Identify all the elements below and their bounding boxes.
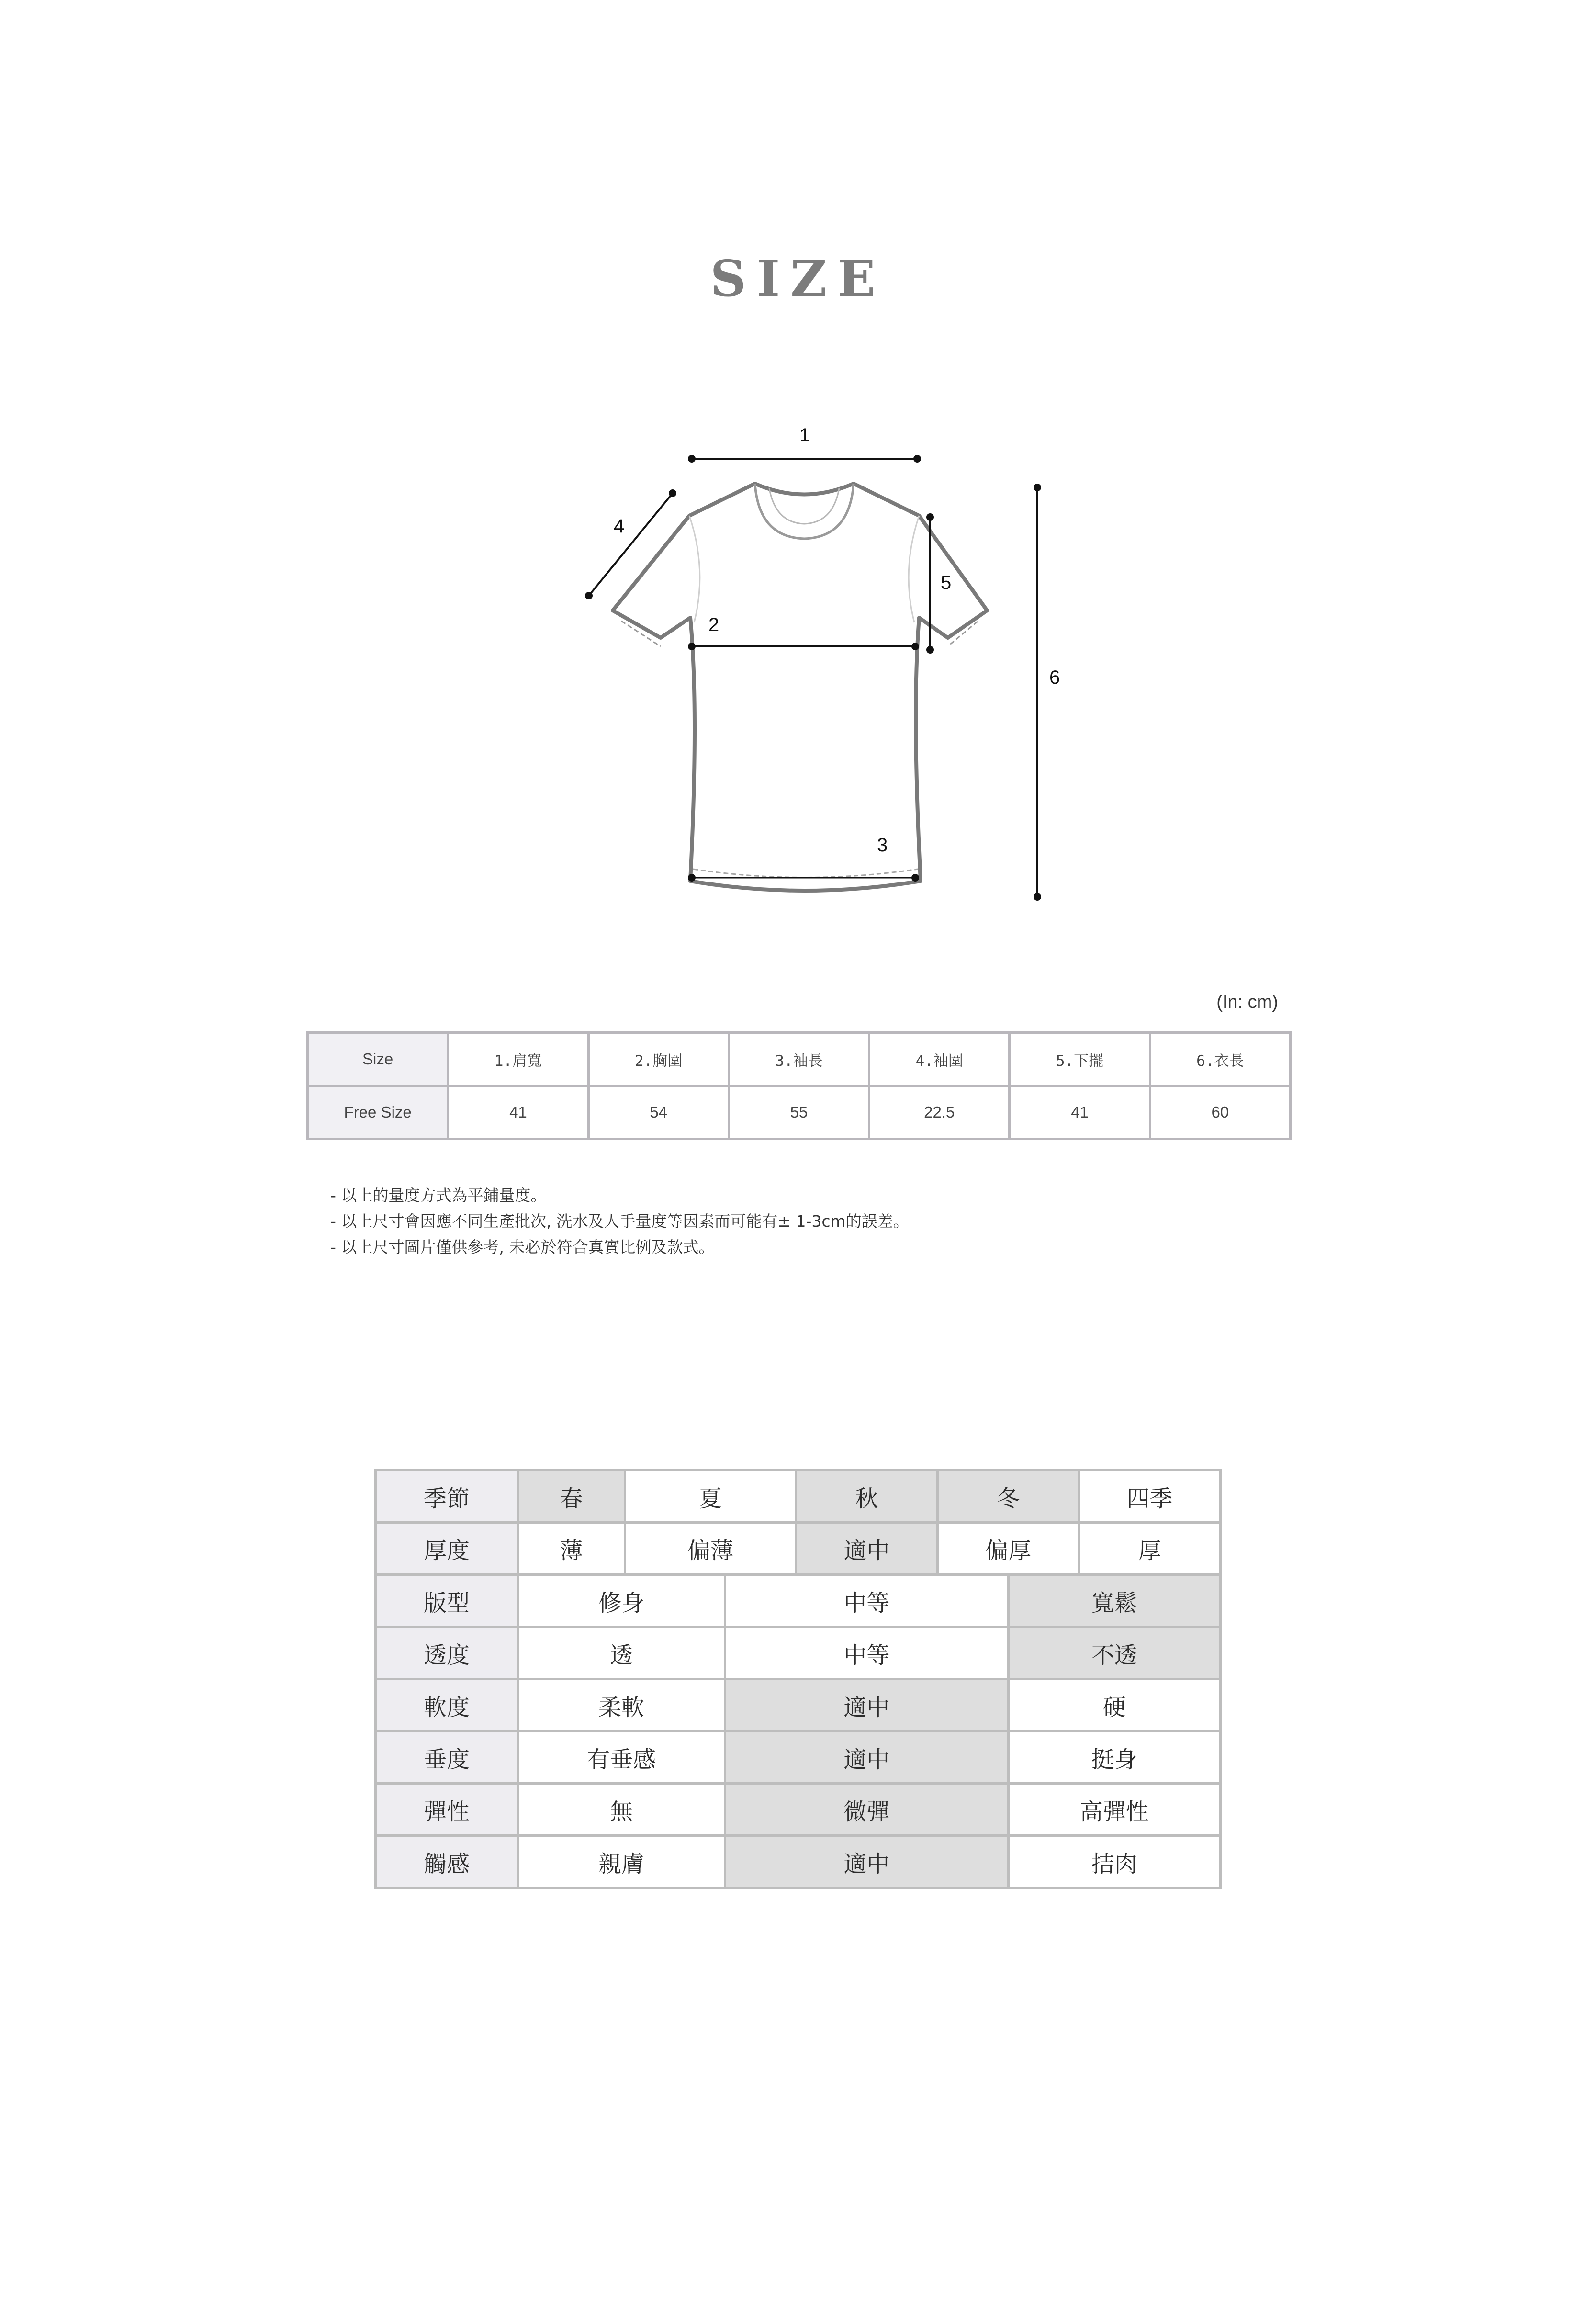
touch-itchy: 拮肉 <box>1008 1836 1221 1888</box>
fit-loose: 寬鬆 <box>1008 1575 1221 1627</box>
softness-medium: 適中 <box>725 1679 1008 1731</box>
elasticity-row <box>376 1784 1221 1836</box>
fit-regular: 中等 <box>725 1575 1008 1627</box>
fit-row <box>376 1575 1221 1627</box>
thickness-thick: 厚 <box>1079 1523 1221 1575</box>
size-table <box>306 1031 1292 1140</box>
chest-value: 54 <box>588 1086 729 1139</box>
touch-row <box>376 1836 1221 1888</box>
sleeve-length-header: 3.袖長 <box>729 1033 869 1086</box>
size-table-row <box>308 1086 1291 1139</box>
touch-label: 觸感 <box>376 1836 518 1888</box>
transparency-sheer: 透 <box>518 1627 725 1679</box>
transparency-medium: 中等 <box>725 1627 1008 1679</box>
tshirt-measurement-diagram <box>555 412 1120 919</box>
thickness-slightly-thin: 偏薄 <box>625 1523 796 1575</box>
drape-medium: 適中 <box>725 1731 1008 1784</box>
drape-row <box>376 1731 1221 1784</box>
tshirt-diagram-svg <box>555 412 1120 919</box>
fit-slim: 修身 <box>518 1575 725 1627</box>
length-value: 60 <box>1150 1086 1290 1139</box>
season-all: 四季 <box>1079 1470 1221 1523</box>
thickness-label: 厚度 <box>376 1523 518 1575</box>
page-title: SIZE <box>710 249 886 308</box>
label-2: 2 <box>708 614 719 635</box>
label-6: 6 <box>1049 667 1060 688</box>
season-summer: 夏 <box>625 1470 796 1523</box>
size-name-cell: Free Size <box>308 1086 448 1139</box>
season-row <box>376 1470 1221 1523</box>
thickness-slightly-thick: 偏厚 <box>937 1523 1079 1575</box>
unit-label: (In: cm) <box>1216 992 1278 1012</box>
note-line: - 以上的量度方式為平鋪量度。 <box>330 1186 547 1205</box>
transparency-row <box>376 1627 1221 1679</box>
sleeve-opening-value: 22.5 <box>869 1086 1010 1139</box>
size-table-header-row <box>308 1033 1291 1086</box>
transparency-opaque: 不透 <box>1008 1627 1221 1679</box>
label-5: 5 <box>941 572 952 593</box>
note-line: - 以上尺寸會因應不同生產批次, 洗水及人手量度等因素而可能有± 1-3cm的誤差。 <box>330 1212 909 1231</box>
softness-label: 軟度 <box>376 1679 518 1731</box>
softness-hard: 硬 <box>1008 1679 1221 1731</box>
length-header: 6.衣長 <box>1150 1033 1290 1086</box>
season-autumn: 秋 <box>796 1470 938 1523</box>
season-winter: 冬 <box>937 1470 1079 1523</box>
drape-stiff: 挺身 <box>1008 1731 1221 1784</box>
chest-header: 2.胸圍 <box>588 1033 729 1086</box>
size-header: Size <box>308 1033 448 1086</box>
season-label: 季節 <box>376 1470 518 1523</box>
elasticity-high: 高彈性 <box>1008 1784 1221 1836</box>
softness-soft: 柔軟 <box>518 1679 725 1731</box>
shoulder-header: 1.肩寬 <box>448 1033 588 1086</box>
label-1: 1 <box>799 425 810 446</box>
softness-row <box>376 1679 1221 1731</box>
sleeve-length-value: 55 <box>729 1086 869 1139</box>
thickness-thin: 薄 <box>518 1523 625 1575</box>
elasticity-slight: 微彈 <box>725 1784 1008 1836</box>
measurement-notes <box>330 1183 909 1260</box>
transparency-label: 透度 <box>376 1627 518 1679</box>
label-3: 3 <box>877 835 888 856</box>
hem-header: 5.下擺 <box>1010 1033 1150 1086</box>
elasticity-label: 彈性 <box>376 1784 518 1836</box>
sleeve-opening-header: 4.袖圍 <box>869 1033 1010 1086</box>
fabric-properties-table <box>374 1469 1222 1889</box>
fit-label: 版型 <box>376 1575 518 1627</box>
drape-flowing: 有垂感 <box>518 1731 725 1784</box>
hem-value: 41 <box>1010 1086 1150 1139</box>
thickness-medium: 適中 <box>796 1523 938 1575</box>
label-4: 4 <box>614 516 625 537</box>
season-spring: 春 <box>518 1470 625 1523</box>
note-line: - 以上尺寸圖片僅供參考, 未必於符合真實比例及款式。 <box>330 1238 715 1256</box>
touch-skin-friendly: 親膚 <box>518 1836 725 1888</box>
touch-medium: 適中 <box>725 1836 1008 1888</box>
drape-label: 垂度 <box>376 1731 518 1784</box>
shoulder-value: 41 <box>448 1086 588 1139</box>
thickness-row <box>376 1523 1221 1575</box>
elasticity-none: 無 <box>518 1784 725 1836</box>
